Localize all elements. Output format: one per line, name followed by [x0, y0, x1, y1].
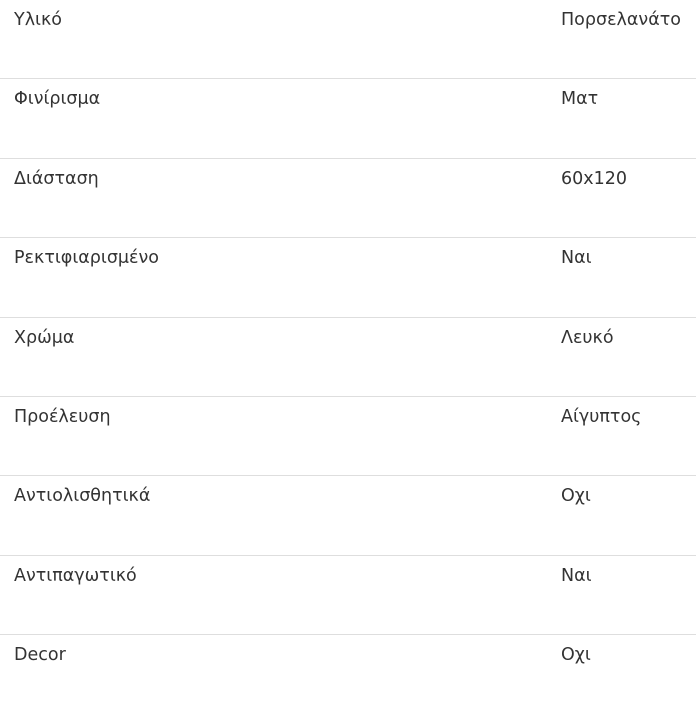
spec-value: Λευκό [561, 327, 614, 348]
spec-row-frost-resistant [0, 556, 696, 635]
spec-row-origin [0, 397, 696, 476]
spec-value: 60x120 [561, 168, 628, 189]
spec-value: Ναι [561, 565, 592, 586]
spec-row-finish [0, 79, 696, 158]
spec-label: Αντιολισθητικά [14, 486, 151, 507]
spec-label: Ρεκτιφιαρισμένο [14, 248, 159, 269]
spec-label: Decor [14, 645, 66, 666]
spec-row-rectified [0, 238, 696, 317]
spec-label: Φινίρισμα [14, 89, 101, 110]
spec-value: Οχι [561, 486, 591, 507]
spec-row-dimension [0, 159, 696, 238]
spec-label: Χρώμα [14, 327, 75, 348]
spec-row-anti-slip [0, 476, 696, 555]
spec-value: Οχι [561, 645, 591, 666]
spec-label: Προέλευση [14, 406, 111, 427]
spec-value: Ναι [561, 248, 592, 269]
spec-value: Πορσελανάτο [561, 10, 681, 30]
spec-row-material [0, 0, 696, 79]
spec-row-decor [0, 635, 696, 714]
spec-value: Ματ [561, 89, 599, 110]
spec-label: Υλικό [14, 10, 62, 30]
spec-label: Αντιπαγωτικό [14, 565, 137, 586]
spec-row-color [0, 318, 696, 397]
spec-label: Διάσταση [14, 168, 99, 189]
spec-value: Αίγυπτος [561, 406, 642, 427]
